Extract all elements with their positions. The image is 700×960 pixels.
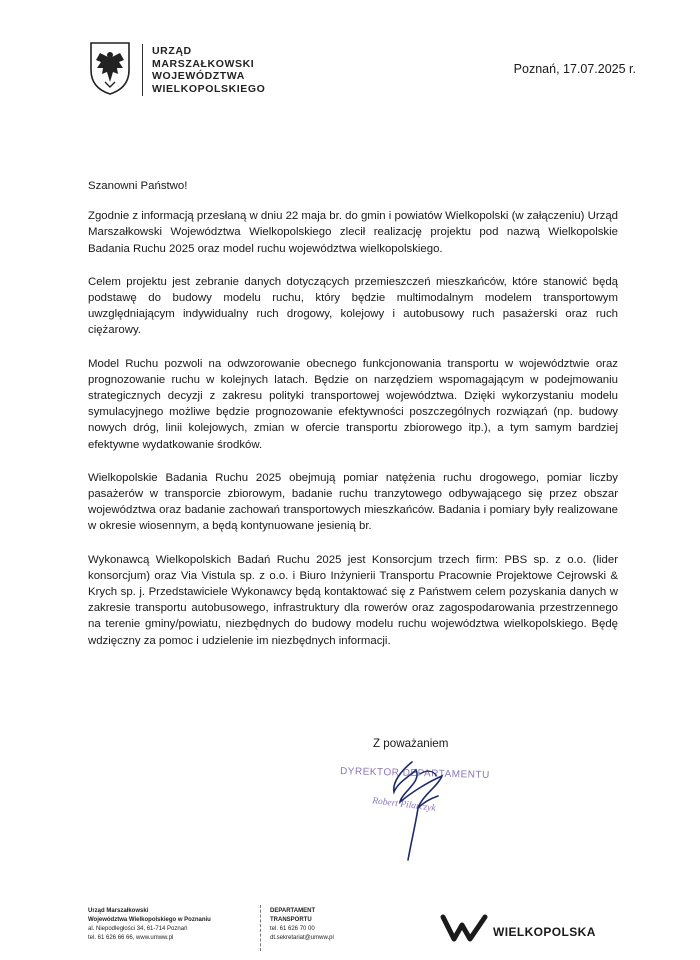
footer-dept-name: DEPARTAMENT bbox=[270, 908, 316, 914]
letter-body bbox=[88, 178, 618, 666]
footer-office bbox=[88, 907, 211, 943]
org-line: WOJEWÓDZTWA bbox=[152, 70, 245, 82]
stamp-name: Robert Pilarczyk bbox=[371, 796, 437, 814]
footer-dept-phone: tel. 61 626 70 00 bbox=[270, 926, 315, 932]
org-line: WIELKOPOLSKIEGO bbox=[152, 82, 266, 95]
paragraph: Zgodnie z informacją przesłaną w dniu 22 maja br. do gmin i powiatów Wielkopolski (w załączeniu) Urząd Marszałkowski Województwa Wielkopolskiego zlecił realizację projektu pod nazwą Wielkopolskie Badania Ruchu 2025 oraz model ruchu województwa wielkopolskiego. bbox=[88, 210, 618, 255]
header-divider bbox=[142, 44, 143, 96]
stamp-title: DYREKTOR DEPARTAMENTU bbox=[339, 766, 490, 781]
footer-office-name: Urząd Marszałkowski bbox=[88, 908, 149, 914]
org-line: MARSZAŁKOWSKI bbox=[152, 57, 255, 70]
paragraph: Model Ruchu pozwoli na odwzorowanie obecnego funkcjonowania transportu w województwie oraz prognozowanie ruchu w kolejnych latach. Będzie on narzędziem wspomagającym w podejmowaniu strategicznych decyzji z zakresu polityki transportowej województwa. Dzięki wykorzystaniu modelu symulacyjnego możliwe będzie prognozowanie efektywności poszczególnych rozwiązań (np. budowy nowych dróg, linii kolejowych, zmian w ofercie transportu zbiorowego itp.), a tym samym bardziej efektywne wydatkowanie środków. bbox=[88, 357, 618, 451]
brand-name: WIELKOPOLSKA bbox=[493, 925, 596, 939]
greeting: Szanowni Państwo! bbox=[88, 180, 188, 192]
paragraph: Celem projektu jest zebranie danych dotyczących przemieszczeń mieszkańców, które stanowić będą podstawę do budowy modelu ruchu, który będzie multimodalnym modelem transportowym uwzględniającym indywidualny ruch drogowy, kolejowy i autobusowy ruch pasażerski oraz ruch ciężarowy. bbox=[88, 275, 618, 337]
footer-separator bbox=[260, 905, 261, 951]
footer-office-address: al. Niepodległości 34, 61-714 Poznań bbox=[88, 926, 188, 932]
handwritten-signature bbox=[372, 752, 482, 864]
wielkopolska-w-logo-icon bbox=[440, 913, 488, 943]
closing-phrase: Z poważaniem bbox=[373, 737, 449, 750]
footer-office-contact: tel. 61 626 66 66, www.umww.pl bbox=[88, 935, 174, 941]
organization-name bbox=[152, 45, 265, 95]
footer-department bbox=[270, 907, 334, 943]
letter-date: Poznań, 17.07.2025 r. bbox=[513, 62, 636, 76]
footer-dept-email: dt.sekretariat@umww.pl bbox=[270, 935, 334, 941]
org-line: URZĄD bbox=[152, 45, 192, 57]
paragraph: Wykonawcą Wielkopolskich Badań Ruchu 2025 jest Konsorcjum trzech firm: PBS sp. z o.o. (lider konsorcjum) oraz Via Vistula sp. z o.o. i Biuro Inżynierii Transportu Pracownie Projektowe Cejrowski & Krych sp. j. Przedstawiciele Wykonawcy będą kontaktować się z Państwem celem pozyskania danych w zakresie transportu autobusowego, infrastruktury dla rowerów oraz zagospodarowania przestrzennego na terenie gminy/powiatu, niezbędnych do budowy modelu ruchu województwa wielkopolskiego. Będę wdzięczny za pomoc i udzielenie im niezbędnych informacji. bbox=[88, 553, 618, 647]
eagle-coat-of-arms-icon bbox=[88, 40, 132, 96]
footer-dept-name: TRANSPORTU bbox=[270, 917, 312, 923]
footer-office-name: Województwa Wielkopolskiego w Poznaniu bbox=[88, 917, 211, 923]
paragraph: Wielkopolskie Badania Ruchu 2025 obejmują pomiar natężenia ruchu drogowego, pomiar liczby pasażerów w transporcie zbiorowym, badanie ruchu tranzytowego odbywającego się przez obszar województwa oraz badanie zachowań transportowych mieszkańców. Badania i pomiary były realizowane w okresie wiosennym, a będą kontynuowane jesienią br. bbox=[88, 471, 618, 533]
